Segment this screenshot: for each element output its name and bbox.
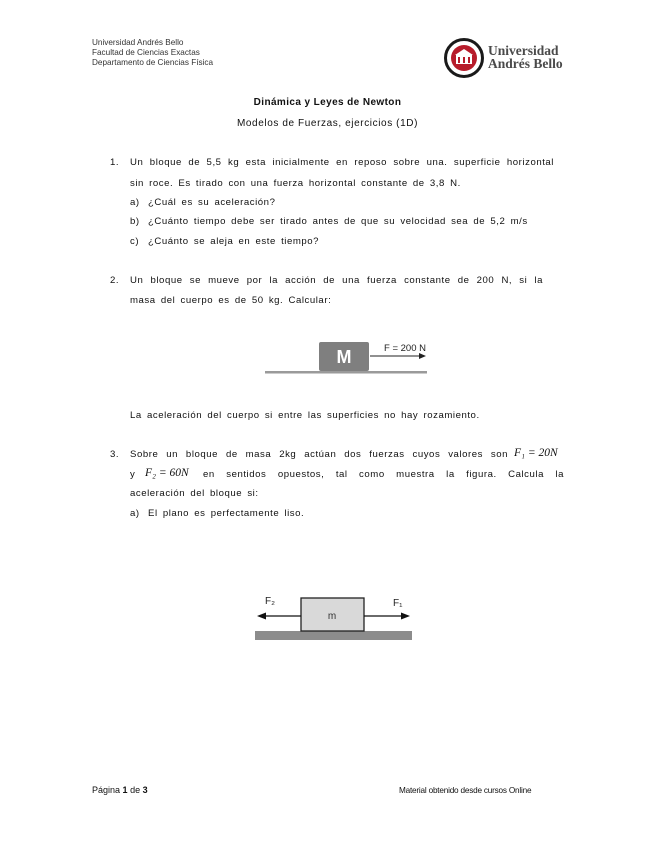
force-f1-label: F₁ [393,598,403,609]
force-diagram-two-forces [252,590,417,645]
page-prefix: Página [92,785,121,795]
problem-text-line: masa del cuerpo es de 50 kg. Calcular: [130,295,332,306]
arrow-left-icon [257,613,266,620]
problem-text-line: y [130,469,136,480]
item-label: b) [130,216,140,227]
problem-number: 2. [110,275,120,286]
document-subtitle: Modelos de Fuerzas, ejercicios (1D) [236,118,419,129]
item-text: ¿Cuánto se aleja en este tiempo? [148,236,320,247]
item-label: c) [130,236,140,247]
institution-header [92,38,213,68]
problem-number: 1. [110,157,120,168]
item-label: a) [130,197,140,208]
problem-question: La aceleración del cuerpo si entre las superficies no hay rozamiento. [130,410,480,421]
ground-surface [255,631,412,640]
problem-text-line: sin roce. Es tirado con una fuerza horizontal constante de 3,8 N. [130,178,461,189]
logo-wordmark [488,44,563,70]
force-f2-equation: F₂ = 60N [145,467,189,479]
arrow-right-icon [401,613,410,620]
footer-note: Material obtenido desde cursos Online [399,786,532,795]
header-university: Universidad Andrés Bello [92,38,184,47]
block-label: m [327,611,337,622]
document-title: Dinámica y Leyes de Newton [253,97,402,108]
university-logo [444,38,574,80]
logo-line-1: Universidad [488,43,559,58]
problem-text-line: Sobre un bloque de masa 2kg actúan dos fuerzas cuyos valores son [130,449,508,460]
ground-surface [265,371,427,374]
force-label: F = 200 N [384,343,426,354]
item-label: a) [130,508,140,519]
block-label: M [336,347,352,367]
header-department: Departamento de Ciencias Física [92,58,214,67]
problem-text-line: Un bloque se mueve por la acción de una fuerza constante de 200 N, si la [130,275,543,286]
logo-line-2: Andrés Bello [488,56,563,71]
header-faculty: Facultad de Ciencias Exactas [92,48,200,57]
page-total: 3 [142,785,148,795]
university-seal-icon [444,38,484,78]
item-text: ¿Cuál es su aceleración? [148,197,276,208]
problem-text-line: aceleración del bloque si: [130,488,259,499]
page-separator: de [130,785,141,795]
problem-text-line: Un bloque de 5,5 kg esta inicialmente en reposo sobre una. superficie horizontal [130,157,554,168]
page-number [92,785,148,795]
page-current: 1 [122,785,128,795]
item-text: El plano es perfectamente liso. [148,508,305,519]
item-text: ¿Cuánto tiempo debe ser tirado antes de que su velocidad sea de 5,2 m/s [148,216,528,227]
force-f1-equation: F₁ = 20N [514,447,558,459]
problem-number: 3. [110,449,120,460]
problem-text-line: en sentidos opuestos, tal como muestra la figura. Calcula la [203,469,564,480]
force-diagram-block-m [260,336,435,378]
force-f2-label: F₂ [265,596,275,607]
